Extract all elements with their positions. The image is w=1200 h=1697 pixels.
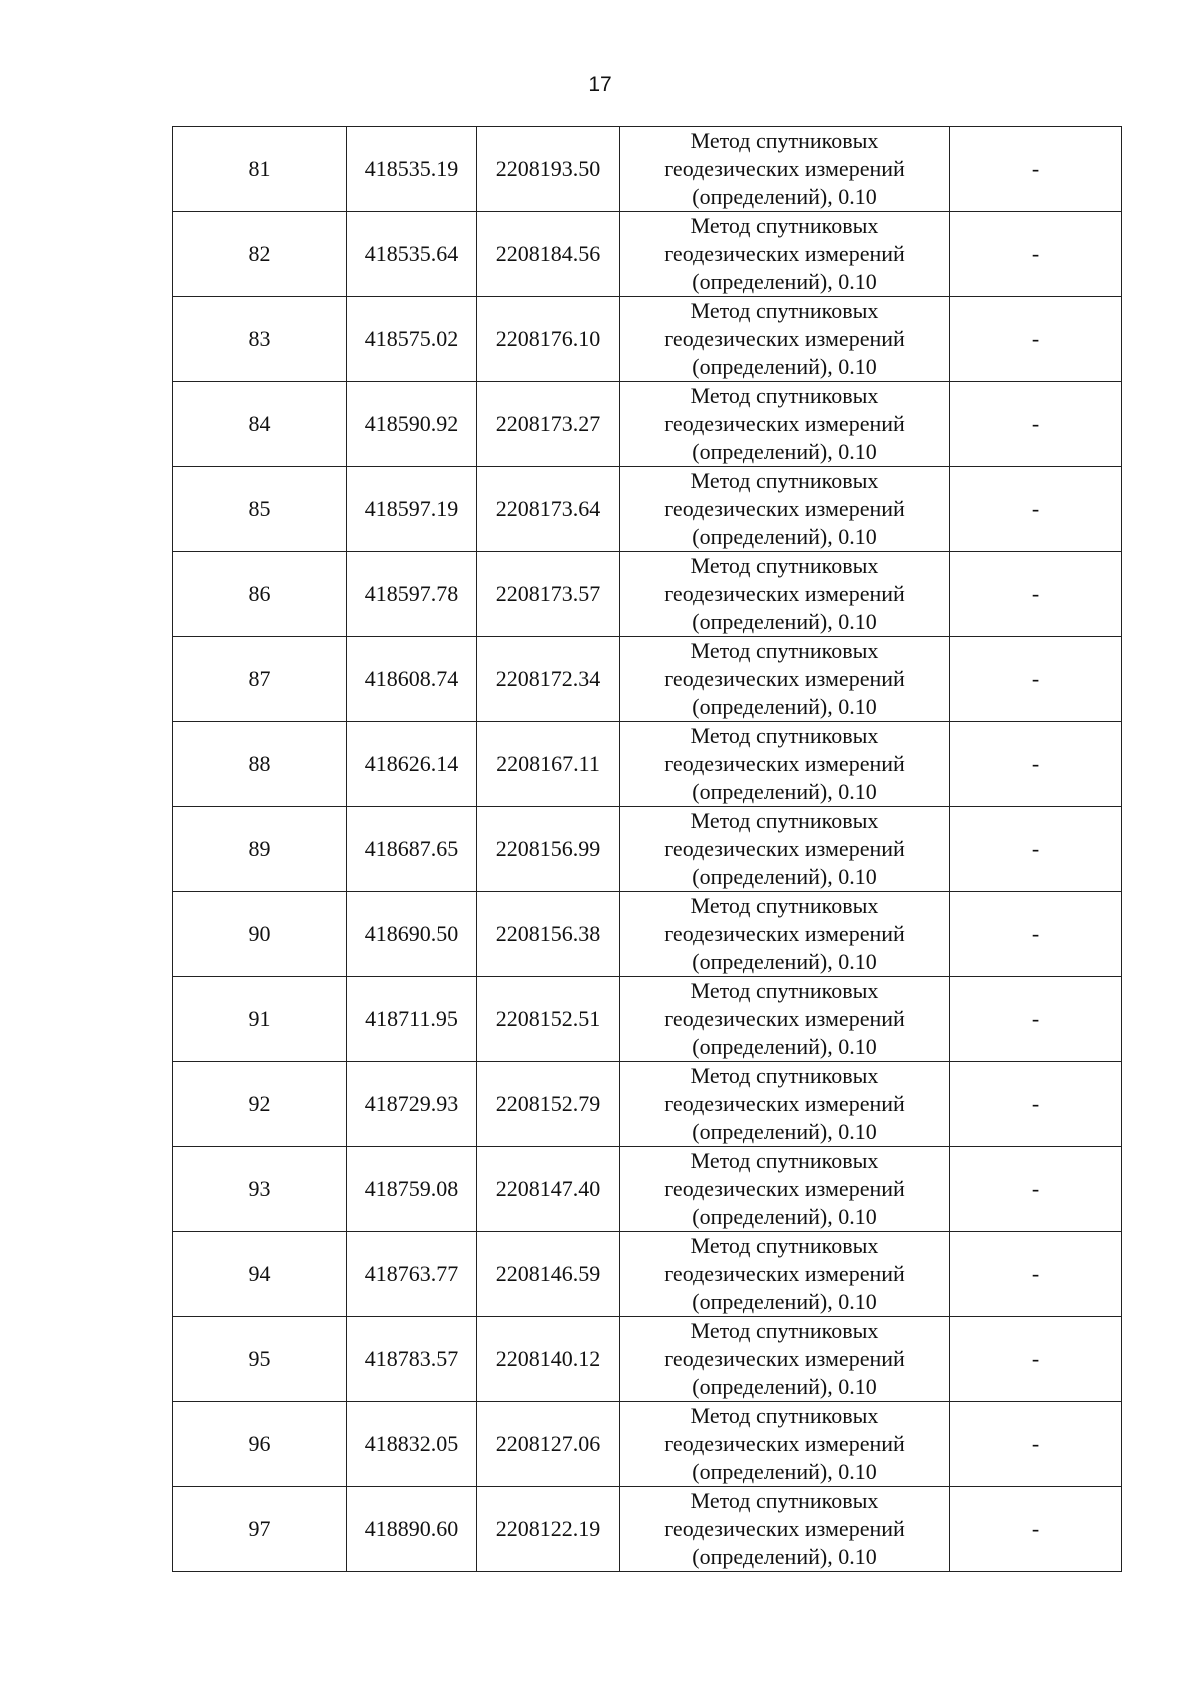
point-number-cell: 88 [173, 722, 347, 807]
y-coordinate-cell: 2208152.51 [477, 977, 620, 1062]
note-cell: - [950, 212, 1122, 297]
y-coordinate-cell: 2208173.57 [477, 552, 620, 637]
method-line: (определений), 0.10 [692, 864, 877, 889]
method-line: Метод спутниковых [690, 1318, 879, 1343]
method-cell [620, 1402, 950, 1487]
note-cell: - [950, 1487, 1122, 1572]
point-number-cell: 89 [173, 807, 347, 892]
table-row [173, 1232, 1122, 1317]
method-line: (определений), 0.10 [692, 184, 877, 209]
point-number-cell: 84 [173, 382, 347, 467]
method-cell [620, 552, 950, 637]
point-number-cell: 82 [173, 212, 347, 297]
x-coordinate-cell: 418575.02 [347, 297, 477, 382]
note-cell: - [950, 467, 1122, 552]
method-line: геодезических измерений [664, 581, 905, 606]
y-coordinate-cell: 2208172.34 [477, 637, 620, 722]
method-line: Метод спутниковых [690, 553, 879, 578]
y-coordinate-cell: 2208193.50 [477, 127, 620, 212]
table-row [173, 1487, 1122, 1572]
method-line: Метод спутниковых [690, 1403, 879, 1428]
y-coordinate-cell: 2208167.11 [477, 722, 620, 807]
x-coordinate-cell: 418763.77 [347, 1232, 477, 1317]
method-cell [620, 467, 950, 552]
table-row [173, 1147, 1122, 1232]
x-coordinate-cell: 418690.50 [347, 892, 477, 977]
method-line: геодезических измерений [664, 1431, 905, 1456]
method-line: (определений), 0.10 [692, 779, 877, 804]
coordinates-table-body [173, 127, 1122, 1572]
method-line: (определений), 0.10 [692, 269, 877, 294]
y-coordinate-cell: 2208184.56 [477, 212, 620, 297]
table-row [173, 212, 1122, 297]
method-line: геодезических измерений [664, 496, 905, 521]
point-number-cell: 83 [173, 297, 347, 382]
note-cell: - [950, 637, 1122, 722]
y-coordinate-cell: 2208173.27 [477, 382, 620, 467]
method-cell [620, 212, 950, 297]
method-line: (определений), 0.10 [692, 1204, 877, 1229]
y-coordinate-cell: 2208140.12 [477, 1317, 620, 1402]
point-number-cell: 97 [173, 1487, 347, 1572]
method-line: (определений), 0.10 [692, 1119, 877, 1144]
method-line: (определений), 0.10 [692, 524, 877, 549]
x-coordinate-cell: 418590.92 [347, 382, 477, 467]
point-number-cell: 95 [173, 1317, 347, 1402]
method-line: геодезических измерений [664, 1346, 905, 1371]
table-row [173, 1402, 1122, 1487]
method-line: Метод спутниковых [690, 893, 879, 918]
method-line: геодезических измерений [664, 411, 905, 436]
note-cell: - [950, 1232, 1122, 1317]
method-cell [620, 1062, 950, 1147]
table-row [173, 637, 1122, 722]
note-cell: - [950, 807, 1122, 892]
method-line: Метод спутниковых [690, 128, 879, 153]
method-line: (определений), 0.10 [692, 439, 877, 464]
method-line: геодезических измерений [664, 836, 905, 861]
note-cell: - [950, 892, 1122, 977]
point-number-cell: 85 [173, 467, 347, 552]
method-cell [620, 127, 950, 212]
x-coordinate-cell: 418608.74 [347, 637, 477, 722]
method-line: Метод спутниковых [690, 978, 879, 1003]
method-line: Метод спутниковых [690, 468, 879, 493]
note-cell: - [950, 722, 1122, 807]
table-row [173, 467, 1122, 552]
x-coordinate-cell: 418783.57 [347, 1317, 477, 1402]
method-line: Метод спутниковых [690, 1063, 879, 1088]
method-line: (определений), 0.10 [692, 354, 877, 379]
method-line: (определений), 0.10 [692, 1289, 877, 1314]
method-line: геодезических измерений [664, 241, 905, 266]
x-coordinate-cell: 418626.14 [347, 722, 477, 807]
method-line: (определений), 0.10 [692, 609, 877, 634]
x-coordinate-cell: 418535.19 [347, 127, 477, 212]
y-coordinate-cell: 2208156.38 [477, 892, 620, 977]
table-row [173, 552, 1122, 637]
method-cell [620, 1147, 950, 1232]
x-coordinate-cell: 418890.60 [347, 1487, 477, 1572]
method-line: геодезических измерений [664, 1261, 905, 1286]
method-line: (определений), 0.10 [692, 1459, 877, 1484]
point-number-cell: 86 [173, 552, 347, 637]
method-line: (определений), 0.10 [692, 1034, 877, 1059]
point-number-cell: 96 [173, 1402, 347, 1487]
method-line: геодезических измерений [664, 1006, 905, 1031]
method-line: Метод спутниковых [690, 808, 879, 833]
method-cell [620, 892, 950, 977]
method-line: геодезических измерений [664, 326, 905, 351]
method-line: геодезических измерений [664, 751, 905, 776]
note-cell: - [950, 552, 1122, 637]
method-line: (определений), 0.10 [692, 949, 877, 974]
method-line: геодезических измерений [664, 1516, 905, 1541]
note-cell: - [950, 1147, 1122, 1232]
y-coordinate-cell: 2208156.99 [477, 807, 620, 892]
table-row [173, 382, 1122, 467]
method-line: (определений), 0.10 [692, 1544, 877, 1569]
point-number-cell: 91 [173, 977, 347, 1062]
note-cell: - [950, 1402, 1122, 1487]
table-row [173, 297, 1122, 382]
method-cell [620, 297, 950, 382]
x-coordinate-cell: 418597.19 [347, 467, 477, 552]
method-cell [620, 807, 950, 892]
method-line: Метод спутниковых [690, 1488, 879, 1513]
page-number: 17 [588, 73, 612, 96]
note-cell: - [950, 127, 1122, 212]
note-cell: - [950, 1317, 1122, 1402]
table-row [173, 977, 1122, 1062]
coordinates-table [172, 126, 1122, 1572]
method-cell [620, 977, 950, 1062]
method-cell [620, 637, 950, 722]
note-cell: - [950, 297, 1122, 382]
table-row [173, 127, 1122, 212]
method-line: Метод спутниковых [690, 638, 879, 663]
point-number-cell: 92 [173, 1062, 347, 1147]
x-coordinate-cell: 418759.08 [347, 1147, 477, 1232]
y-coordinate-cell: 2208146.59 [477, 1232, 620, 1317]
x-coordinate-cell: 418687.65 [347, 807, 477, 892]
method-cell [620, 1317, 950, 1402]
note-cell: - [950, 977, 1122, 1062]
y-coordinate-cell: 2208173.64 [477, 467, 620, 552]
x-coordinate-cell: 418535.64 [347, 212, 477, 297]
table-row [173, 892, 1122, 977]
method-cell [620, 1232, 950, 1317]
x-coordinate-cell: 418711.95 [347, 977, 477, 1062]
y-coordinate-cell: 2208147.40 [477, 1147, 620, 1232]
method-line: Метод спутниковых [690, 1233, 879, 1258]
method-line: геодезических измерений [664, 1091, 905, 1116]
method-line: геодезических измерений [664, 1176, 905, 1201]
method-line: геодезических измерений [664, 666, 905, 691]
note-cell: - [950, 1062, 1122, 1147]
note-cell: - [950, 382, 1122, 467]
method-line: Метод спутниковых [690, 1148, 879, 1173]
y-coordinate-cell: 2208152.79 [477, 1062, 620, 1147]
y-coordinate-cell: 2208127.06 [477, 1402, 620, 1487]
point-number-cell: 93 [173, 1147, 347, 1232]
method-cell [620, 382, 950, 467]
y-coordinate-cell: 2208176.10 [477, 297, 620, 382]
method-line: геодезических измерений [664, 921, 905, 946]
method-cell [620, 1487, 950, 1572]
x-coordinate-cell: 418597.78 [347, 552, 477, 637]
point-number-cell: 90 [173, 892, 347, 977]
table-row [173, 722, 1122, 807]
method-line: геодезических измерений [664, 156, 905, 181]
method-line: Метод спутниковых [690, 383, 879, 408]
y-coordinate-cell: 2208122.19 [477, 1487, 620, 1572]
method-line: Метод спутниковых [690, 298, 879, 323]
method-line: Метод спутниковых [690, 723, 879, 748]
point-number-cell: 87 [173, 637, 347, 722]
table-row [173, 1317, 1122, 1402]
x-coordinate-cell: 418832.05 [347, 1402, 477, 1487]
point-number-cell: 94 [173, 1232, 347, 1317]
method-cell [620, 722, 950, 807]
table-row [173, 807, 1122, 892]
method-line: (определений), 0.10 [692, 1374, 877, 1399]
table-row [173, 1062, 1122, 1147]
method-line: (определений), 0.10 [692, 694, 877, 719]
point-number-cell: 81 [173, 127, 347, 212]
method-line: Метод спутниковых [690, 213, 879, 238]
x-coordinate-cell: 418729.93 [347, 1062, 477, 1147]
